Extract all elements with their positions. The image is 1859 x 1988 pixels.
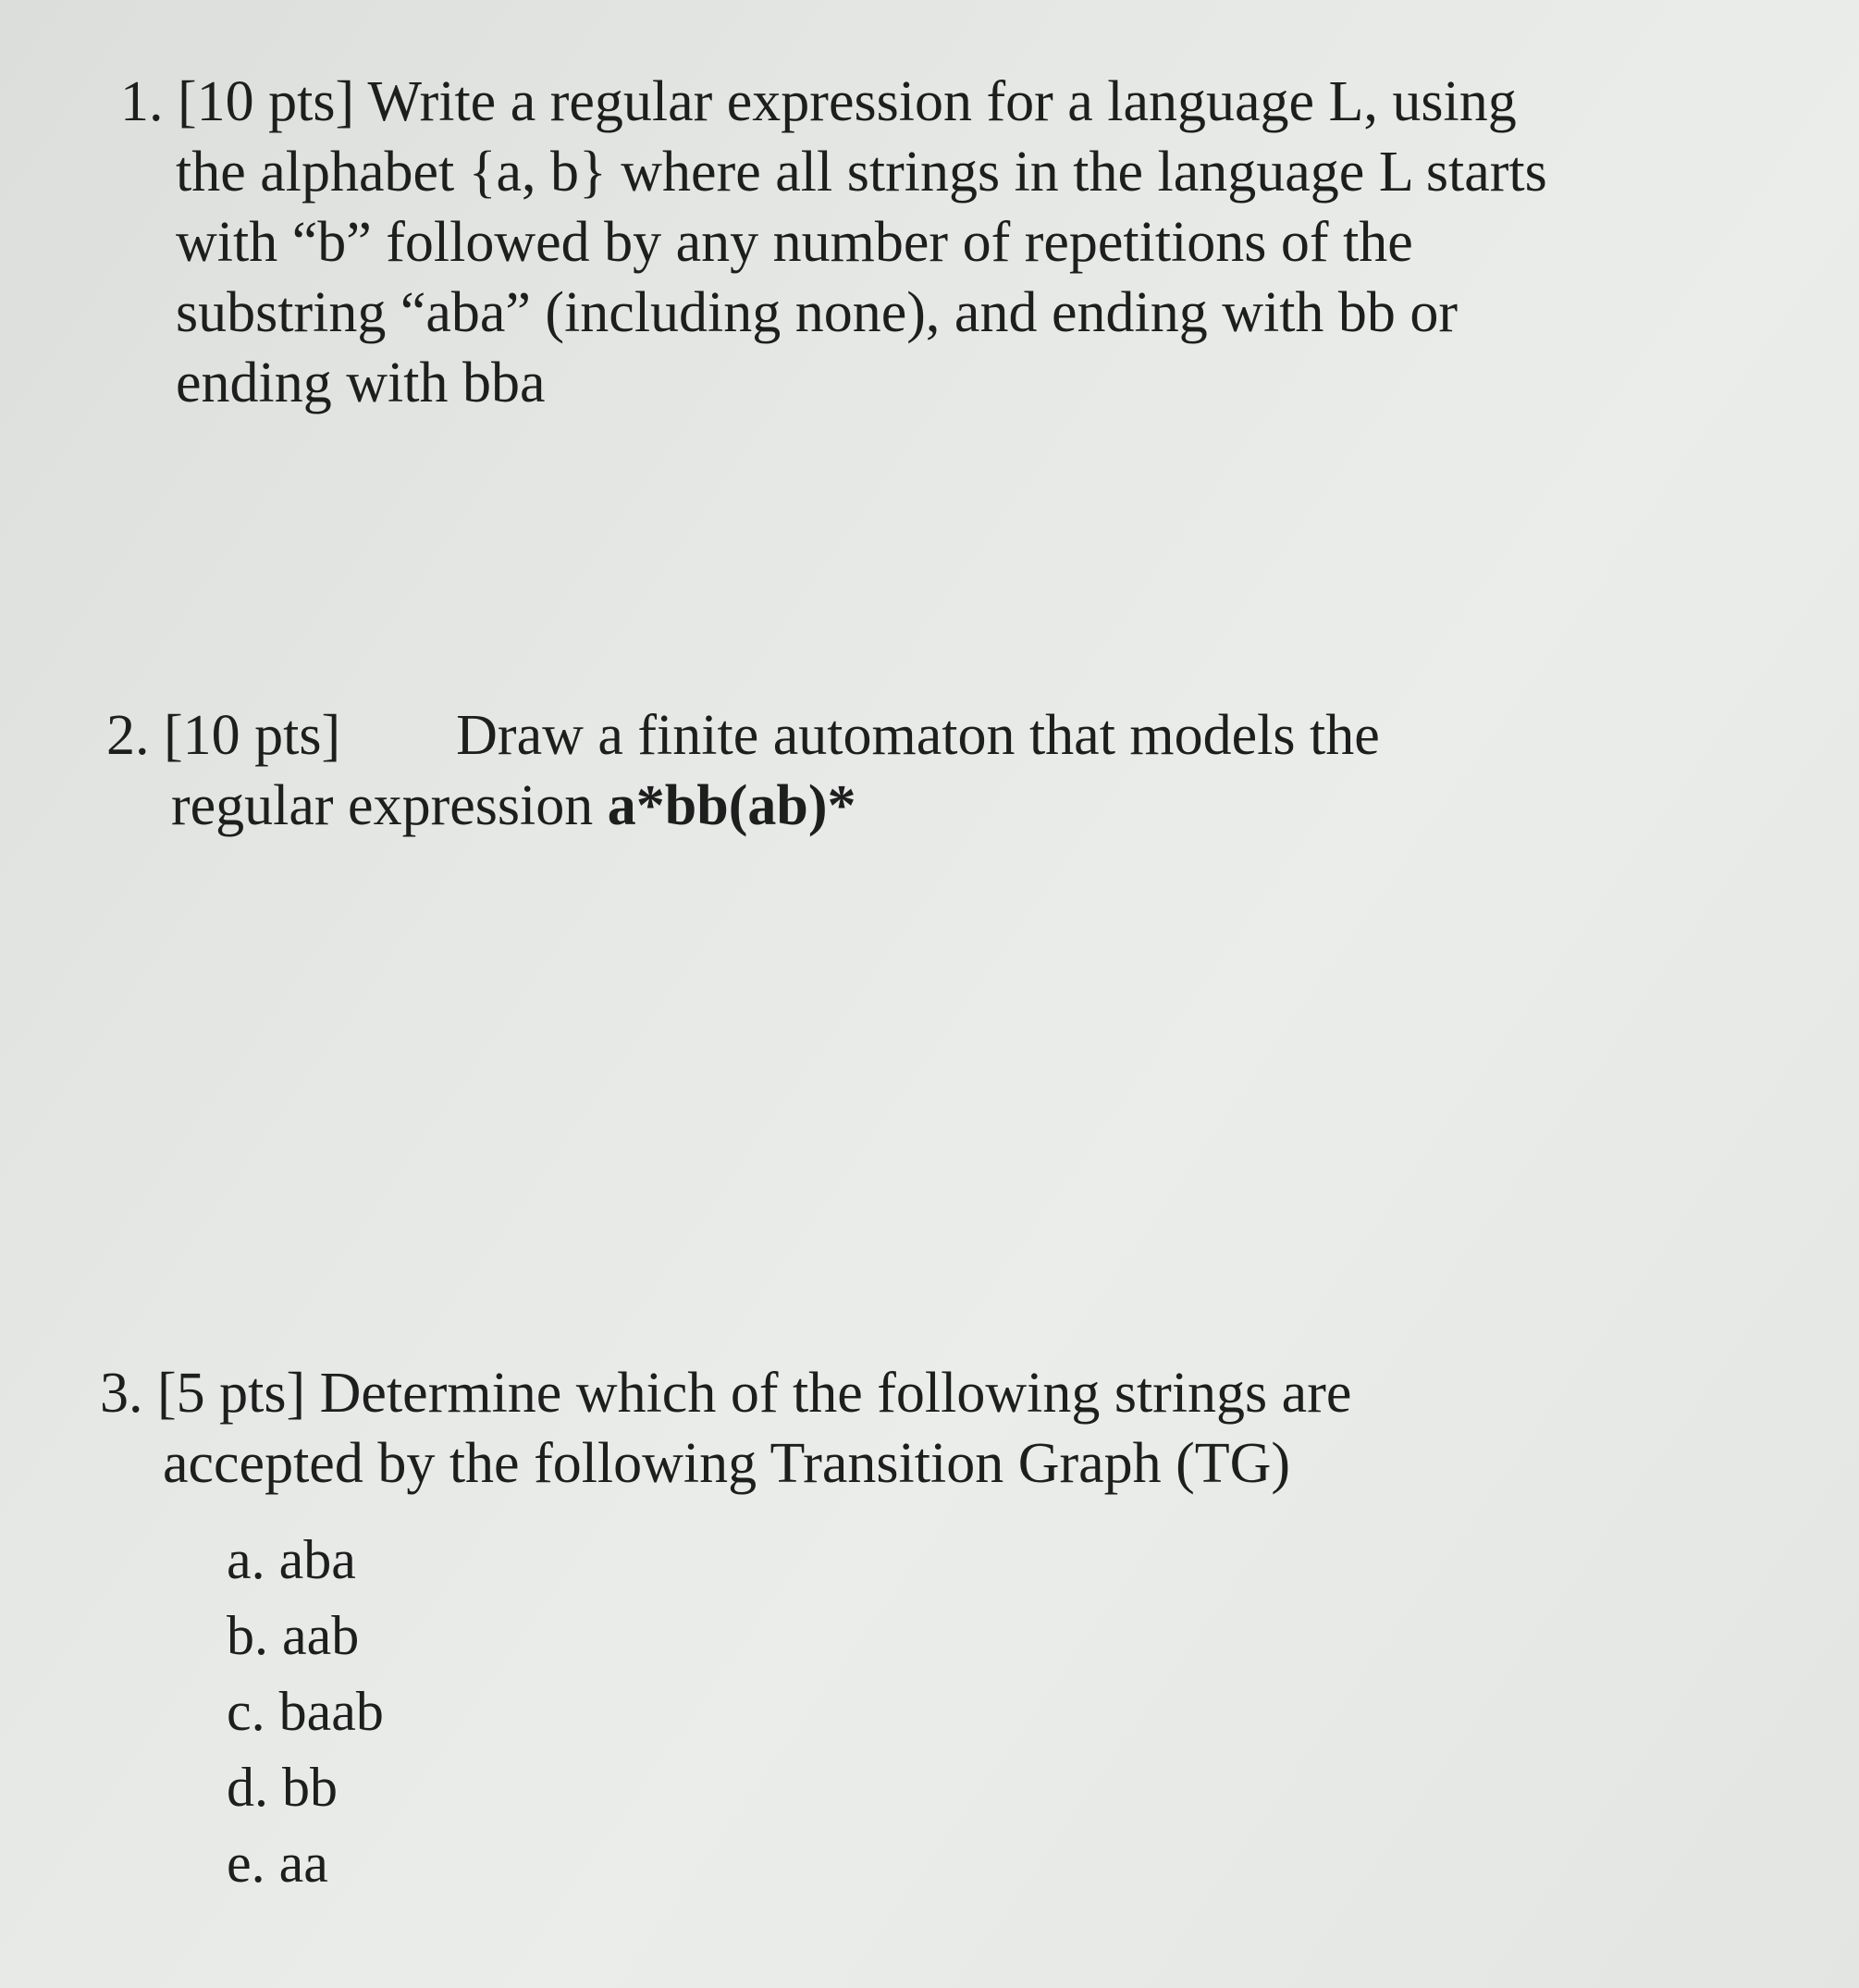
option-d <box>227 1749 384 1825</box>
regular-expression: a*bb(ab)* <box>607 774 856 837</box>
question-1 <box>120 67 1674 418</box>
option-letter: e. <box>227 1833 265 1894</box>
question-text: the alphabet {a, b} where all strings in the language L starts <box>176 141 1547 204</box>
question-text: accepted by the following Transition Graph (TG) <box>163 1432 1291 1495</box>
option-value: aba <box>278 1529 356 1590</box>
option-letter: a. <box>227 1529 265 1590</box>
option-value: bb <box>282 1757 338 1818</box>
question-number: 2. <box>106 704 150 767</box>
option-e <box>227 1825 384 1901</box>
question-points: [5 pts] <box>157 1362 306 1425</box>
question-points: [10 pts] <box>164 704 341 767</box>
question-text: Write a regular expression for a language L, using <box>367 70 1517 133</box>
question-text: regular expression <box>171 774 608 837</box>
question-points: [10 pts] <box>178 70 355 133</box>
option-letter: c. <box>227 1681 265 1742</box>
option-b <box>227 1598 384 1673</box>
question-text: Draw a finite automaton that models the <box>456 704 1380 767</box>
option-c <box>227 1673 384 1749</box>
question-text: Determine which of the following strings are <box>319 1362 1352 1425</box>
option-letter: b. <box>227 1605 268 1666</box>
question-text: with “b” followed by any number of repetitions of the <box>176 211 1413 274</box>
option-value: aab <box>282 1605 360 1666</box>
option-value: aa <box>278 1833 328 1894</box>
question-number: 1. <box>120 70 164 133</box>
answer-options <box>227 1522 384 1901</box>
question-text: ending with bba <box>176 352 546 414</box>
option-letter: d. <box>227 1757 268 1818</box>
question-text: substring “aba” (including none), and ending with bb or <box>176 281 1459 344</box>
option-value: baab <box>278 1681 384 1742</box>
question-number: 3. <box>100 1362 143 1425</box>
question-2 <box>106 700 1660 841</box>
question-3 <box>100 1358 1654 1499</box>
option-a <box>227 1522 384 1598</box>
